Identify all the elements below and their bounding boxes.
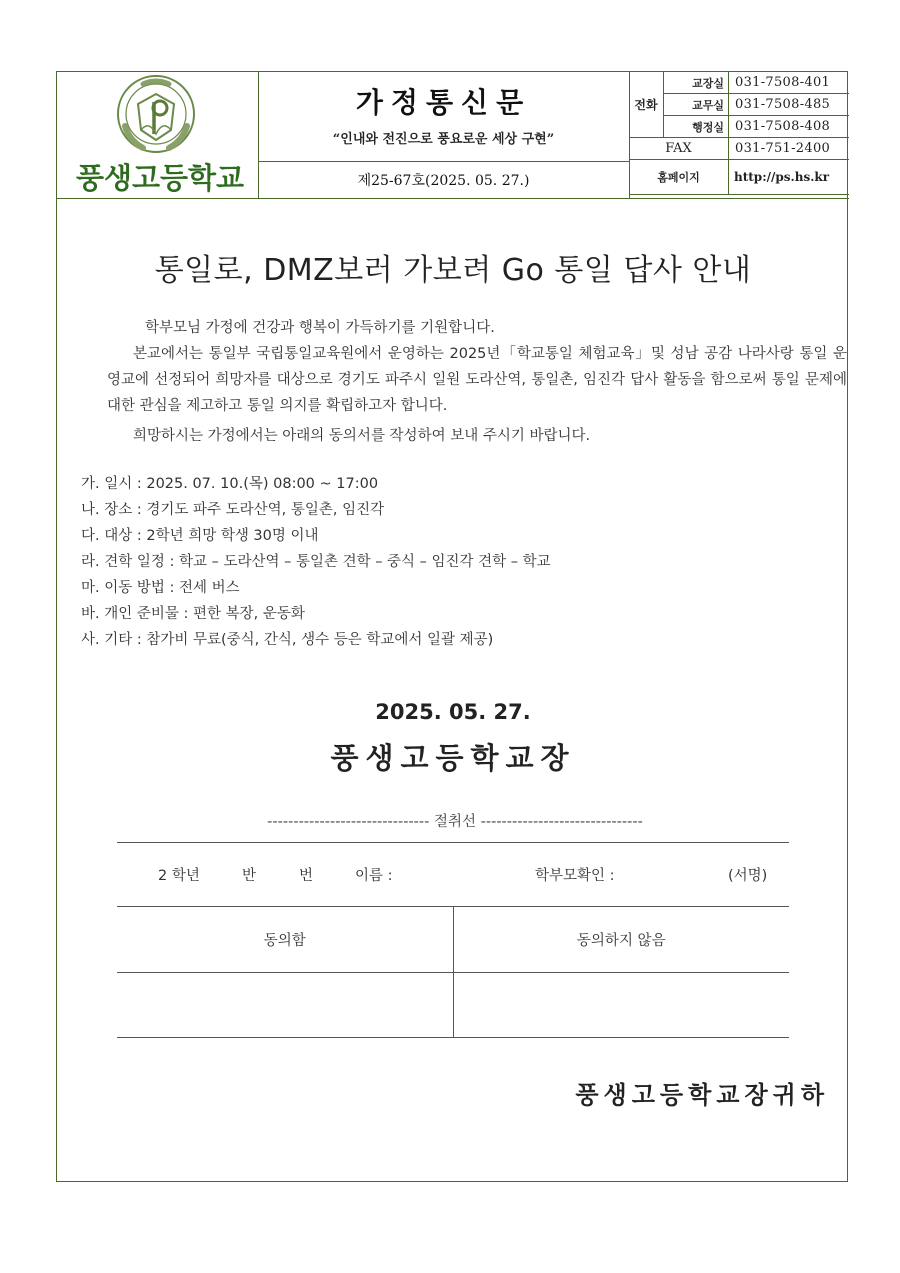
fax-number: 031-751-2400 — [729, 138, 850, 160]
document-frame — [56, 71, 848, 1182]
document-title: 통일로, DMZ보러 가보려 Go 통일 답사 안내 — [154, 253, 752, 288]
cut-line: ------------------------------- 절취선 ------------------------------- — [267, 814, 643, 830]
homepage-label: 홈페이지 — [629, 160, 729, 195]
principal-signature: 풍생고등학교장 — [330, 741, 576, 775]
phone-label: 전화 — [629, 72, 664, 138]
contact-room: 행정실 — [664, 116, 729, 138]
name-label: 이름 : — [355, 868, 393, 884]
agree-check-cell[interactable] — [117, 973, 453, 1038]
signature-label: (서명) — [728, 868, 768, 884]
school-name-logo: 풍생고등학교 — [75, 161, 245, 195]
contact-number: 031-7508-408 — [729, 116, 850, 138]
logo-area — [57, 72, 259, 198]
list-item: 가. 일시 : 2025. 07. 10.(목) 08:00 ~ 17:00 — [81, 476, 379, 492]
agree-label: 동의함 — [117, 907, 453, 973]
title-area — [258, 72, 630, 162]
student-info-row — [117, 858, 789, 888]
request-paragraph: 희망하시는 가정에서는 아래의 동의서를 작성하여 보내 주시기 바랍니다. — [133, 428, 591, 444]
contact-table — [629, 72, 849, 198]
greeting-paragraph: 학부모님 가정에 건강과 행복이 가득하기를 기원합니다. — [145, 320, 495, 336]
school-slogan: “인내와 전진으로 풍요로운 세상 구현” — [332, 132, 555, 147]
class-label: 반 — [242, 868, 257, 884]
disagree-check-cell[interactable] — [453, 973, 789, 1038]
list-item: 다. 대상 : 2학년 희망 학생 30명 이내 — [81, 528, 319, 544]
issue-number: 제25-67호(2025. 05. 27.) — [357, 173, 530, 189]
contact-room: 교장실 — [664, 72, 729, 94]
contact-room: 교무실 — [664, 94, 729, 116]
detail-list — [81, 471, 551, 653]
fax-label: FAX — [629, 138, 729, 160]
body-paragraph: 본교에서는 통일부 국립통일교육원에서 운영하는 2025년「학교통일 체험교육」및 성남 공감 나라사랑 통일 운영교에 선정되어 희망자를 대상으로 경기도 파주시 일원 도라산역, 통일촌, 임진각 답사 활동을 함으로써 통일 문제에 대한 관심을 제고하고 통일 의지를 확립하고자 합니다. — [107, 346, 847, 414]
issue-date: 2025. 05. 27. — [375, 700, 531, 724]
homepage-url: http://ps.hs.kr — [729, 160, 850, 195]
form-divider — [117, 842, 789, 843]
letterhead — [57, 72, 849, 199]
list-item: 바. 개인 준비물 : 편한 복장, 운동화 — [81, 606, 305, 622]
grade-label: 2 학년 — [158, 868, 200, 884]
disagree-label: 동의하지 않음 — [453, 907, 789, 973]
consent-table — [117, 906, 789, 1038]
issue-area — [258, 161, 630, 198]
contact-number: 031-7508-401 — [729, 72, 850, 94]
recipient-line: 풍생고등학교장귀하 — [575, 1081, 829, 1109]
newsletter-title: 가정통신문 — [355, 86, 532, 119]
list-item: 라. 견학 일정 : 학교 – 도라산역 – 통일촌 견학 – 중식 – 임진각 견학 – 학교 — [81, 554, 551, 570]
cut-line-label: 절취선 — [433, 814, 477, 830]
list-item: 사. 기타 : 참가비 무료(중식, 간식, 생수 등은 학교에서 일괄 제공) — [81, 632, 494, 648]
contact-number: 031-7508-485 — [729, 94, 850, 116]
school-emblem-icon — [113, 74, 199, 156]
parent-confirm-label: 학부모확인 : — [535, 868, 615, 884]
list-item: 나. 장소 : 경기도 파주 도라산역, 통일촌, 임진각 — [81, 502, 385, 518]
number-label: 번 — [299, 868, 314, 884]
list-item: 마. 이동 방법 : 전세 버스 — [81, 580, 240, 596]
